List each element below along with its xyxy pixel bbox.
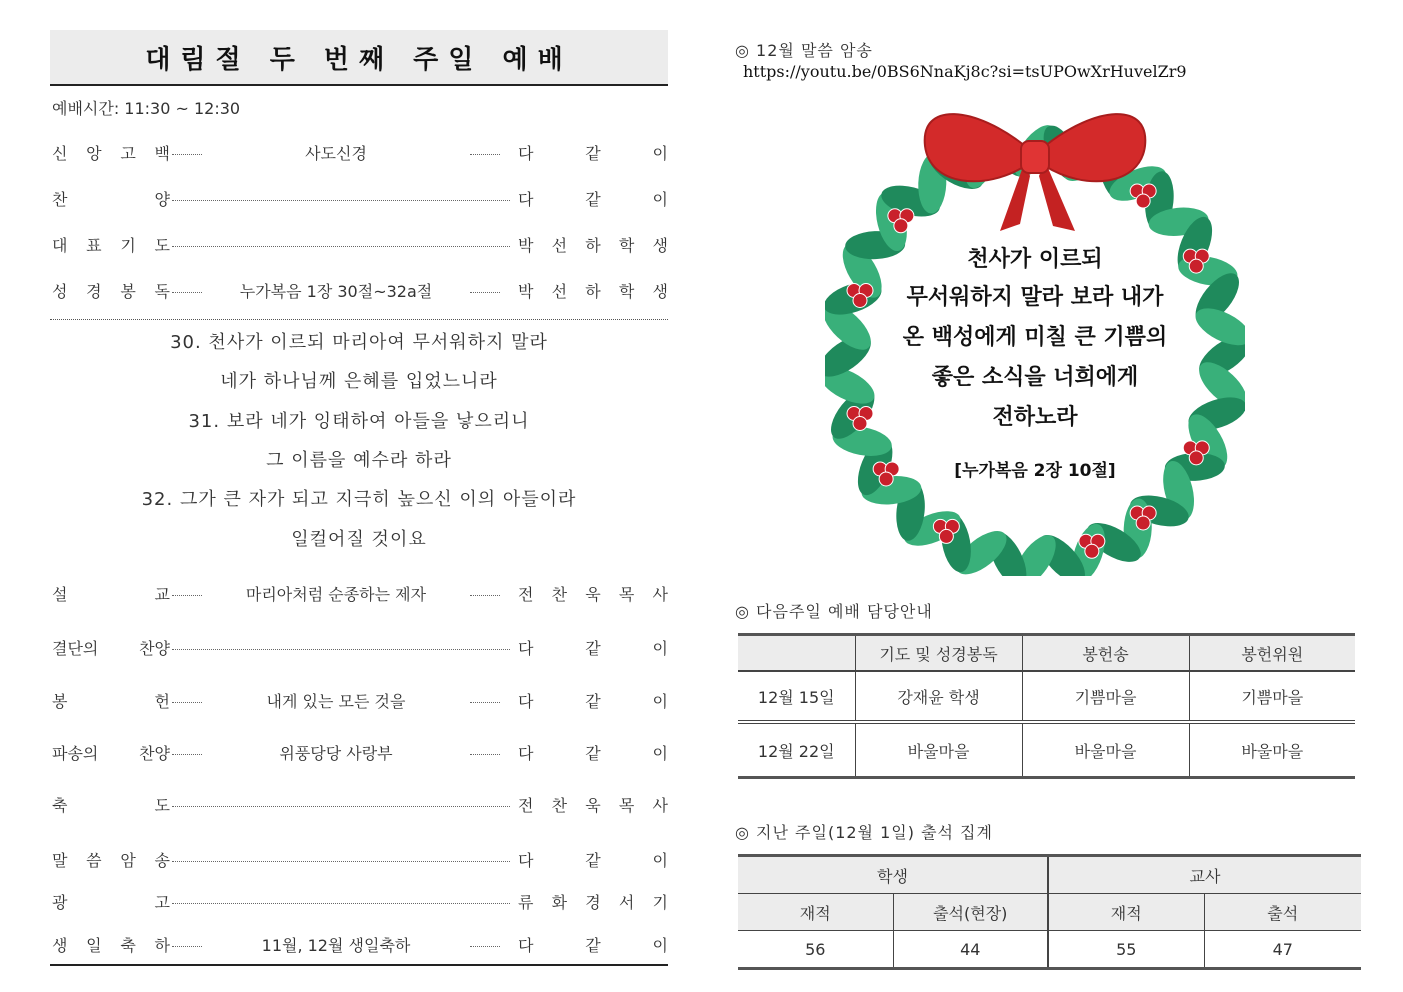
order-label-char: 성 (52, 281, 68, 301)
order-label-char: 양 (154, 189, 170, 209)
order-label (52, 636, 170, 659)
order-leader-char: 서 (618, 892, 635, 912)
verse-line: 일컬어질 것이요 (291, 529, 427, 550)
order-row (52, 186, 668, 210)
order-label-char: 축 (52, 795, 68, 815)
order-leader-char: 사 (652, 795, 668, 815)
order-label (52, 741, 170, 764)
table-cell: 바울마을 (1241, 741, 1304, 761)
order-label (52, 187, 170, 210)
order-leader (518, 933, 668, 956)
berry (1189, 451, 1203, 465)
order-label (52, 793, 170, 816)
divider (50, 319, 668, 320)
sub-enrolled-teachers: 재적 (1048, 894, 1204, 931)
verse-line: 32. 그가 큰 자가 되고 지극히 높으신 이의 아들이라 (141, 489, 577, 510)
order-label-char: 파송의 (52, 743, 99, 763)
title-banner (50, 30, 668, 86)
order-leader-char: 사 (652, 584, 668, 604)
order-label-char: 도 (154, 795, 170, 815)
next-week-table (738, 633, 1355, 779)
order-row (52, 688, 668, 712)
service-time: 예배시간: 11:30 ~ 12:30 (52, 99, 241, 118)
order-label-char: 교 (154, 584, 170, 604)
order-title: 위풍당당 사랑부 (279, 743, 393, 763)
order-label (52, 848, 170, 871)
order-leader-char: 화 (551, 892, 568, 912)
order-label-char: 독 (154, 281, 170, 301)
page-title: 대림절 두 번째 주일 예배 (145, 44, 573, 75)
berry (853, 416, 867, 430)
table-cell: 56 (738, 931, 893, 969)
order-row (52, 740, 668, 764)
table-cell: 12월 22일 (738, 722, 855, 778)
order-leader-char: 다 (518, 189, 534, 209)
order-title: 누가복음 1장 30절~32a절 (239, 281, 433, 301)
order-leader-char: 경 (585, 892, 601, 912)
order-row (52, 278, 668, 302)
berry (1136, 516, 1150, 530)
wreath-line-3: 온 백성에게 미칠 큰 기쁨의 (902, 325, 1168, 350)
order-title: 마리아처럼 순종하는 제자 (245, 584, 427, 604)
order-leader-char: 같 (585, 935, 601, 955)
order-label-char: 송 (154, 850, 170, 870)
header-blank (738, 635, 855, 672)
berry (939, 529, 953, 543)
order-leader-char: 목 (618, 795, 635, 815)
verse-line: 30. 천사가 이르되 마리아여 무서워하지 말라 (170, 332, 548, 353)
order-label-char: 표 (86, 235, 102, 255)
order-label-char: 헌 (154, 691, 170, 711)
table-row (738, 931, 1361, 969)
order-label-char: 기 (120, 235, 136, 255)
group-students: 학생 (738, 856, 1048, 894)
order-leader-char: 같 (585, 143, 601, 163)
order-leader (518, 582, 668, 605)
attendance-heading: ◎ 지난 주일(12월 1일) 출석 집계 (735, 823, 993, 842)
order-label-char: 생 (52, 935, 68, 955)
order-leader-char: 같 (585, 189, 601, 209)
order-row (52, 847, 668, 871)
verse-line: 그 이름을 예수라 하라 (266, 450, 452, 471)
order-leader (518, 890, 668, 913)
attendance-table (738, 854, 1361, 970)
bottom-divider (50, 964, 668, 966)
wreath-reference: [누가복음 2장 10절] (954, 461, 1116, 481)
order-leader-char: 욱 (585, 795, 601, 815)
table-cell: 바울마을 (855, 722, 1022, 778)
order-row (52, 889, 668, 913)
order-row (52, 232, 668, 256)
order-leader-char: 다 (518, 935, 534, 955)
order-label (52, 582, 170, 605)
order-label (52, 141, 170, 164)
order-leader-char: 박 (518, 281, 534, 301)
order-leader-char: 하 (585, 281, 601, 301)
verse-line: 31. 보라 네가 잉태하여 아들을 낳으리니 (188, 411, 530, 432)
table-cell: 바울마을 (1022, 722, 1189, 778)
order-leader (518, 233, 668, 256)
order-label (52, 233, 170, 256)
order-leader-char: 같 (585, 691, 601, 711)
order-label-char: 일 (86, 935, 102, 955)
order-leader-char: 욱 (585, 584, 601, 604)
memory-heading: ◎ 12월 말씀 암송 (735, 41, 873, 60)
order-row (52, 635, 668, 659)
header-prayer: 기도 및 성경봉독 (855, 635, 1022, 672)
order-label (52, 279, 170, 302)
order-leader-char: 찬 (551, 584, 568, 604)
table-cell: 47 (1272, 939, 1293, 959)
order-label (52, 933, 170, 956)
order-leader-char: 이 (652, 935, 668, 955)
order-label-char: 하 (154, 935, 170, 955)
wreath-line-5: 전하노라 (992, 405, 1078, 430)
berry (879, 472, 893, 486)
order-leader-char: 박 (518, 235, 534, 255)
verse-line: 네가 하나님께 은혜를 입었느니라 (220, 371, 498, 392)
order-label-char: 결단의 (52, 638, 99, 658)
order-label (52, 890, 170, 913)
table-cell: 44 (893, 931, 1048, 969)
order-leader-char: 같 (585, 638, 601, 658)
order-leader-char: 목 (618, 584, 635, 604)
order-label-char: 고 (120, 143, 136, 163)
order-label (52, 689, 170, 712)
order-label-char: 신 (52, 143, 68, 163)
order-label-char: 찬 (52, 189, 68, 209)
sub-attended-teachers: 출석 (1204, 894, 1361, 931)
table-row (738, 722, 1355, 778)
order-label-char: 고 (154, 892, 170, 912)
order-label-char: 씀 (86, 850, 102, 870)
memory-url[interactable]: https://youtu.be/0BS6NnaKj8c?si=tsUPOwXrHuvelZr9 (743, 62, 1187, 81)
header-offering-committee: 봉헌위원 (1189, 635, 1355, 672)
table-cell: 강재윤 학생 (855, 671, 1022, 722)
wreath-line-2: 무서워하지 말라 보라 내가 (906, 285, 1164, 310)
order-label-char: 경 (86, 281, 102, 301)
order-leader-char: 학 (618, 235, 635, 255)
table-cell: 기쁨마을 (1189, 671, 1355, 722)
order-leader-char: 류 (518, 892, 534, 912)
order-leader (518, 636, 668, 659)
order-label-char: 봉 (52, 691, 68, 711)
order-leader (518, 187, 668, 210)
order-label-char: 말 (52, 850, 68, 870)
header-offering-song: 봉헌송 (1022, 635, 1189, 672)
order-label-char: 봉 (120, 281, 136, 301)
order-leader (518, 689, 668, 712)
order-label-char: 도 (154, 235, 170, 255)
order-leader-char: 찬 (551, 795, 568, 815)
table-row (738, 671, 1355, 722)
sub-attended-students: 출석(현장) (893, 894, 1048, 931)
order-leader-char: 기 (652, 892, 668, 912)
wreath-line-1: 천사가 이르되 (967, 247, 1103, 272)
wreath-illustration (825, 106, 1245, 576)
order-leader-char: 같 (585, 850, 601, 870)
order-leader-char: 같 (585, 743, 601, 763)
order-label-char: 축 (120, 935, 136, 955)
order-leader-char: 이 (652, 743, 668, 763)
order-label-char: 백 (154, 143, 170, 163)
order-leader-char: 학 (618, 281, 635, 301)
order-leader-char: 전 (518, 795, 534, 815)
order-leader-char: 이 (652, 850, 668, 870)
order-leader-char: 생 (652, 281, 668, 301)
wreath-line-4: 좋은 소식을 너희에게 (931, 365, 1139, 390)
order-leader (518, 279, 668, 302)
order-leader-char: 선 (551, 235, 568, 255)
order-label-char: 광 (52, 892, 68, 912)
berry (894, 219, 908, 233)
order-leader-char: 다 (518, 743, 534, 763)
order-leader (518, 141, 668, 164)
order-title: 11월, 12월 생일축하 (261, 935, 411, 955)
order-label-char: 암 (120, 850, 136, 870)
table-cell: 기쁨마을 (1022, 671, 1189, 722)
order-leader-char: 이 (652, 691, 668, 711)
next-week-heading: ◎ 다음주일 예배 담당안내 (735, 602, 933, 621)
berry (1085, 544, 1099, 558)
berry (1189, 259, 1203, 273)
order-leader-char: 다 (518, 850, 534, 870)
order-leader (518, 793, 668, 816)
order-leader-char: 전 (518, 584, 534, 604)
berry (853, 294, 867, 308)
sub-enrolled-students: 재적 (738, 894, 893, 931)
order-row (52, 932, 668, 956)
order-label-char: 앙 (86, 143, 102, 163)
order-label-char: 찬양 (139, 638, 170, 658)
order-label-char: 설 (52, 584, 68, 604)
order-leader (518, 741, 668, 764)
order-leader-char: 이 (652, 638, 668, 658)
table-cell: 12월 15일 (738, 671, 855, 722)
order-label-char: 찬양 (139, 743, 170, 763)
order-row (52, 581, 668, 605)
order-leader-char: 생 (652, 235, 668, 255)
group-teachers: 교사 (1048, 856, 1361, 894)
order-leader-char: 다 (518, 638, 534, 658)
order-leader (518, 848, 668, 871)
order-leader-char: 이 (652, 189, 668, 209)
berry (1136, 194, 1150, 208)
table-cell: 55 (1048, 931, 1204, 969)
order-leader-char: 다 (518, 691, 534, 711)
order-title: 내게 있는 모든 것을 (266, 691, 406, 711)
order-row (52, 792, 668, 816)
order-leader-char: 하 (585, 235, 601, 255)
order-leader-char: 다 (518, 143, 534, 163)
worship-order-panel (50, 30, 668, 955)
order-leader-char: 이 (652, 143, 668, 163)
order-leader-char: 선 (551, 281, 568, 301)
order-title: 사도신경 (305, 143, 367, 163)
order-label-char: 대 (52, 235, 68, 255)
order-row (52, 140, 668, 164)
